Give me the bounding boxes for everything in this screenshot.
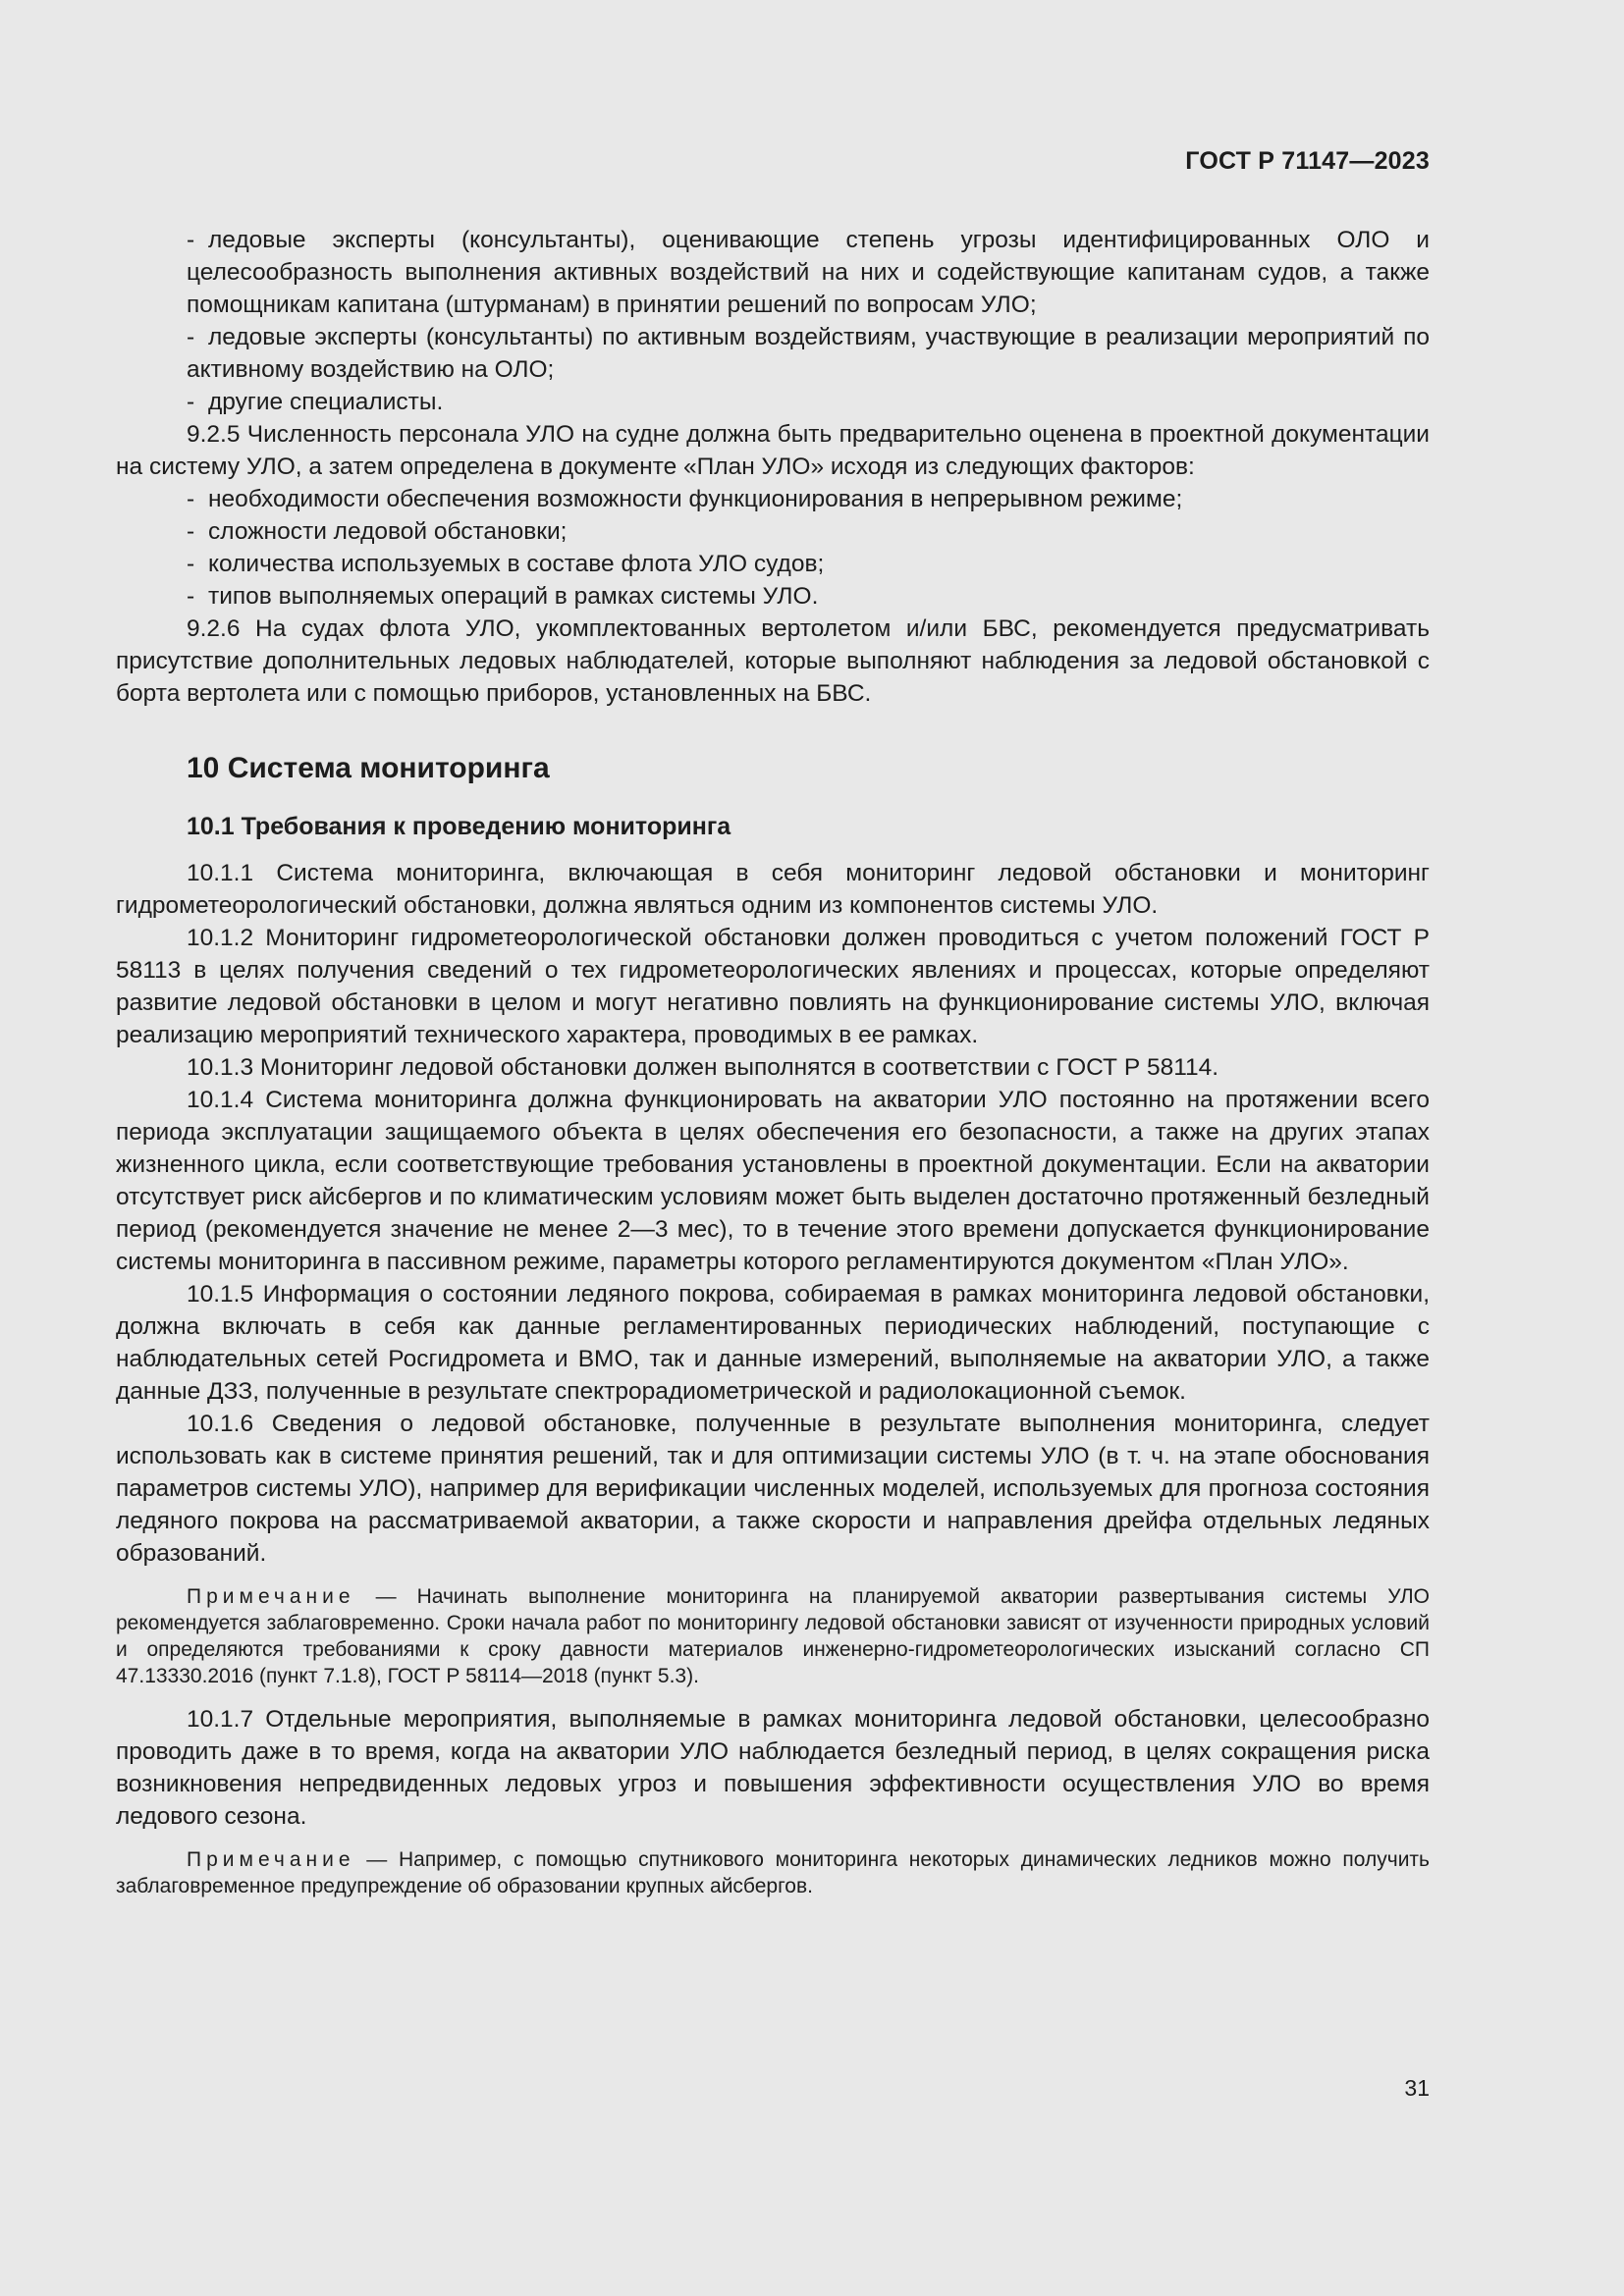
list-item-text: количества используемых в составе флота УЛО судов; xyxy=(208,551,825,577)
paragraph-9-2-6: 9.2.6 На судах флота УЛО, укомплектованных вертолетом и/или БВС, рекомендуется предусматривать присутствие дополнительных ледовых наблюдателей, которые выполняют наблюдения за ледовой обстановкой с борта вертолета или с помощью приборов, установленных на БВС. xyxy=(116,615,1430,707)
subsection-title: 10.1 Требования к проведению мониторинга xyxy=(187,813,731,840)
page-content xyxy=(116,224,1430,1913)
list-item: - количества используемых в составе флота УЛО судов; xyxy=(187,551,825,577)
note-text: — Начинать выполнение мониторинга на планируемой акватории развертывания системы УЛО рекомендуется заблаговременно. Сроки начала работ по мониторингу ледовой обстановки зависят от изученности природных условий и определяются требованиями к сроку давности материалов инженерно-гидрометеорологических изысканий согласно СП 47.13330.2016 (пункт 7.1.8), ГОСТ Р 58114—2018 (пункт 5.3). xyxy=(116,1585,1430,1687)
list-item: - другие специалисты. xyxy=(187,389,444,415)
page-number: 31 xyxy=(1404,2075,1430,2101)
list-item: - типов выполняемых операций в рамках системы УЛО. xyxy=(187,583,819,610)
list-item-text: сложности ледовой обстановки; xyxy=(208,518,568,545)
list-item-text: типов выполняемых операций в рамках системы УЛО. xyxy=(208,583,819,610)
list-item: - необходимости обеспечения возможности функционирования в непрерывном режиме; xyxy=(187,486,1183,512)
paragraph-10-1-3: 10.1.3 Мониторинг ледовой обстановки должен выполнятся в соответствии с ГОСТ Р 58114. xyxy=(187,1054,1219,1081)
paragraph-9-2-5: 9.2.5 Численность персонала УЛО на судне должна быть предварительно оценена в проектной документации на систему УЛО, а затем определена в документе «План УЛО» исходя из следующих факторов: xyxy=(116,421,1430,480)
note-2 xyxy=(116,1846,1430,1899)
paragraph-10-1-6: 10.1.6 Сведения о ледовой обстановке, полученные в результате выполнения мониторинга, следует использовать как в системе принятия решений, так и для оптимизации системы УЛО (в т. ч. на этапе обоснования параметров системы УЛО), например для верификации численных моделей, используемых для прогноза состояния ледяного покрова на рассматриваемой акватории, а также скорости и направления дрейфа отдельных ледяных образований. xyxy=(116,1411,1430,1567)
paragraph-10-1-4: 10.1.4 Система мониторинга должна функционировать на акватории УЛО постоянно на протяжении всего периода эксплуатации защищаемого объекта в целях обеспечения его безопасности, а также на других этапах жизненного цикла, если соответствующие требования установлены в проектной документации. Если на акватории отсутствует риск айсбергов и по климатическим условиям может быть выделен достаточно протяженный безледный период (рекомендуется значение не менее 2—3 мес), то в течение этого времени допускается функционирование системы мониторинга в пассивном режиме, параметры которого регламентируются документом «План УЛО». xyxy=(116,1087,1430,1275)
document-code-header: ГОСТ Р 71147—2023 xyxy=(1185,147,1430,175)
paragraph-10-1-2: 10.1.2 Мониторинг гидрометеорологической обстановки должен проводиться с учетом положений ГОСТ Р 58113 в целях получения сведений о тех гидрометеорологических явлениях и процессах, которые определяют развитие ледовой обстановки в целом и могут негативно повлиять на функционирование системы УЛО, включая реализацию мероприятий технического характера, проводимых в ее рамках. xyxy=(116,925,1430,1048)
list-item: - ледовые эксперты (консультанты) по активным воздействиям, участвующие в реализации мероприятий по активному воздействию на ОЛО; xyxy=(187,324,1430,383)
paragraph-10-1-7: 10.1.7 Отдельные мероприятия, выполняемые в рамках мониторинга ледовой обстановки, целесообразно проводить даже в то время, когда на акватории УЛО наблюдается безледный период, в целях сокращения риска возникновения непредвиденных ледовых угроз и повышения эффективности осуществления УЛО во время ледового сезона. xyxy=(116,1706,1430,1830)
list-item-text: другие специалисты. xyxy=(208,389,444,415)
list-item: - сложности ледовой обстановки; xyxy=(187,518,568,545)
note-text: — Например, с помощью спутникового мониторинга некоторых динамических ледников можно получить заблаговременное предупреждение об образовании крупных айсбергов. xyxy=(116,1848,1430,1897)
list-item-text: необходимости обеспечения возможности функционирования в непрерывном режиме; xyxy=(208,486,1183,512)
note-label: Примечание xyxy=(187,1585,355,1608)
section-title: 10 Система мониторинга xyxy=(187,752,550,784)
paragraph-10-1-1: 10.1.1 Система мониторинга, включающая в себя мониторинг ледовой обстановки и мониторинг гидрометеорологический обстановки, должна являться одним из компонентов системы УЛО. xyxy=(116,860,1430,919)
list-item-text: ледовые эксперты (консультанты), оценивающие степень угрозы идентифицированных ОЛО и целесообразность выполнения активных воздействий на них и содействующие капитанам судов, а также помощникам капитана (штурманам) в принятии решений по вопросам УЛО; xyxy=(187,227,1430,318)
paragraph-10-1-5: 10.1.5 Информация о состоянии ледяного покрова, собираемая в рамках мониторинга ледовой обстановки, должна включать в себя как данные регламентированных периодических наблюдений, поступающие с наблюдательных сетей Росгидромета и ВМО, так и данные измерений, выполняемые на акватории УЛО, а также данные ДЗЗ, полученные в результате спектрорадиометрической и радиолокационной съемок. xyxy=(116,1281,1430,1405)
note-1 xyxy=(116,1583,1430,1689)
list-item: - ледовые эксперты (консультанты), оценивающие степень угрозы идентифицированных ОЛО и целесообразность выполнения активных воздействий на них и содействующие капитанам судов, а также помощникам капитана (штурманам) в принятии решений по вопросам УЛО; xyxy=(187,227,1430,318)
list-item-text: ледовые эксперты (консультанты) по активным воздействиям, участвующие в реализации мероприятий по активному воздействию на ОЛО; xyxy=(187,324,1430,383)
note-label: Примечание xyxy=(187,1848,355,1871)
